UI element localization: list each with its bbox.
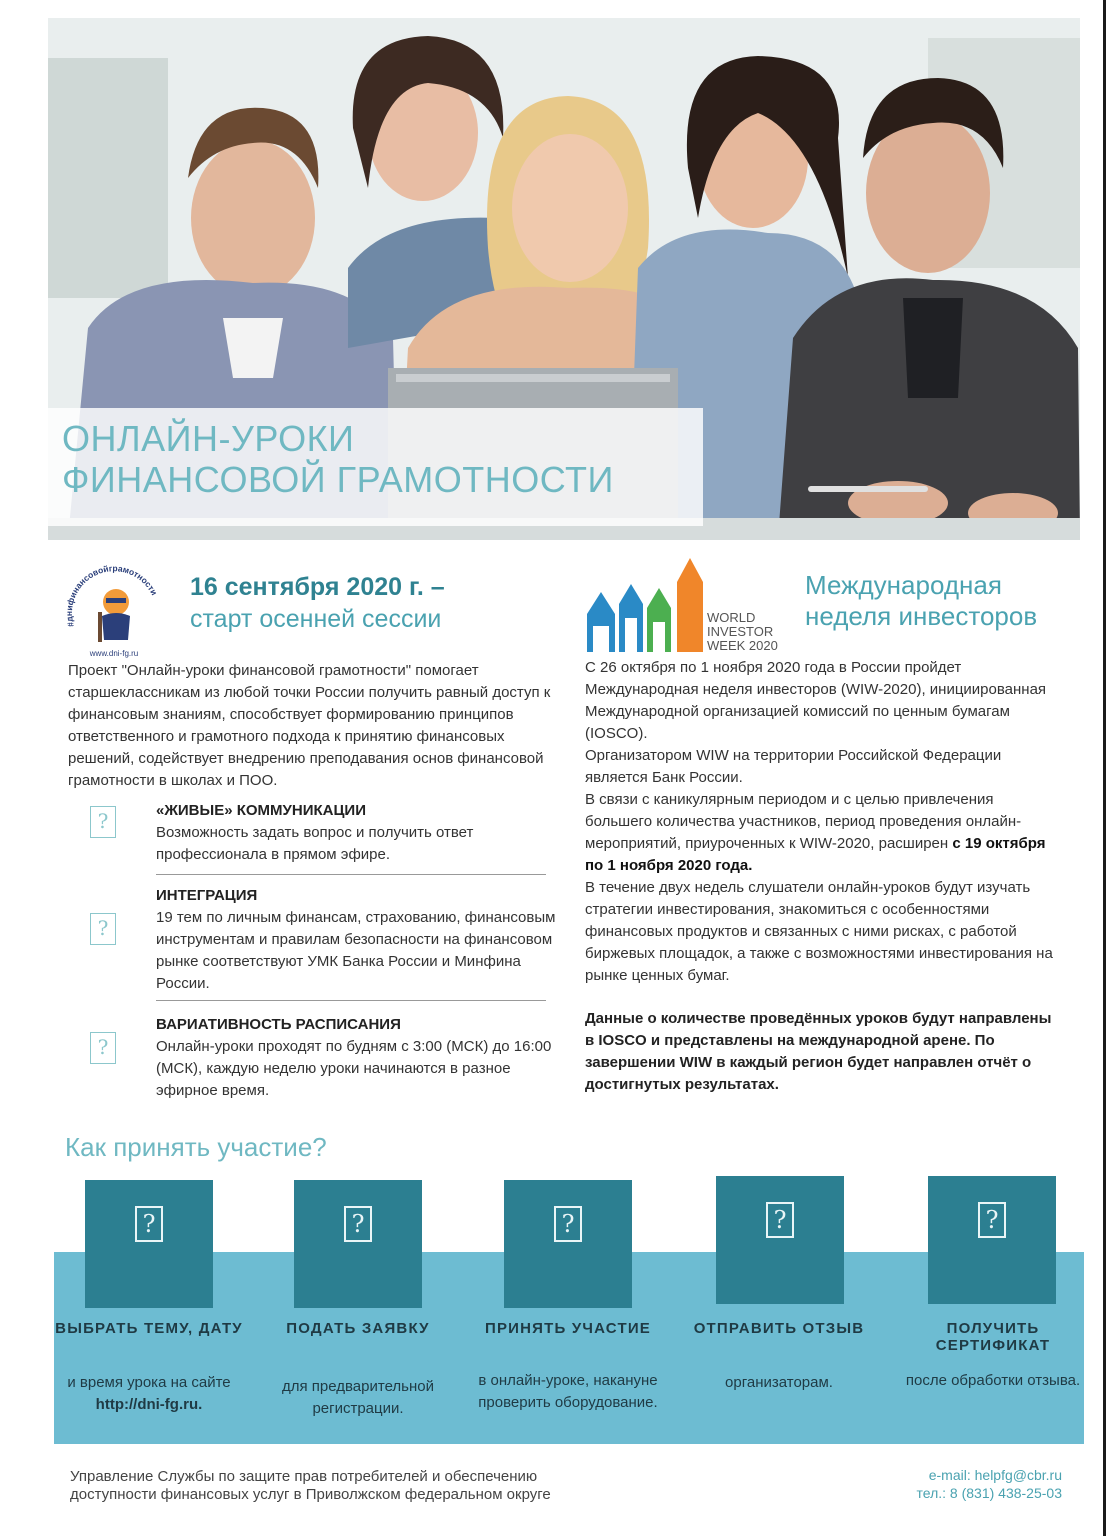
question-icon: ? [978,1202,1006,1238]
step-choose-topic-desc [49,1372,249,1416]
project-intro: Проект "Онлайн-уроки финансовой грамотности" помогает старшеклассникам из любой точки России получить равный доступ к финансовым знаниям, способствует формированию принципов ответственного и грамотного подхода к принятию финансовых решений, содействует внедрению преподавания основ финансовой грамотности в школах и ПОО. [68,662,551,789]
logo-url: www.dni-fg.ru [89,649,139,658]
step-certificate-desc: после обработки отзыва. [905,1372,1081,1389]
step-feedback-label: ОТПРАВИТЬ ОТЗЫВ [693,1320,865,1337]
paragraph-extension [585,789,1060,877]
step-certificate-box [928,1176,1056,1304]
investor-week-heading-line2: неделя инвесторов [805,601,1038,631]
session-date: 16 сентября 2020 г. – [190,573,445,601]
wiw-logo-line3: WEEK 2020 [707,638,778,653]
divider [156,1000,546,1001]
hero-title [62,418,702,500]
session-subtitle: старт осенней сессии [190,605,442,633]
footer-email[interactable]: e-mail: helpfg@cbr.ru [928,1467,1062,1483]
feature-text: Возможность задать вопрос и получить ответ профессионала в прямом эфире. [156,824,474,863]
feature-title: «ЖИВЫЕ» КОММУНИКАЦИИ [156,802,366,819]
step-feedback-desc: организаторам. [725,1374,833,1391]
step-feedback-box [716,1176,844,1304]
site-link[interactable]: http://dni-fg.ru. [95,1396,203,1413]
question-icon: ? [344,1206,372,1242]
step-apply-label: ПОДАТЬ ЗАЯВКУ [286,1320,430,1337]
feature-title: ВАРИАТИВНОСТЬ РАСПИСАНИЯ [156,1016,401,1033]
footer-contacts [850,1466,1062,1502]
step-certificate-label: ПОЛУЧИТЬ СЕРТИФИКАТ [935,1320,1051,1354]
step-participate-box [504,1180,632,1308]
question-icon: ? [766,1202,794,1238]
footer-org-line1: Управление Службы по защите прав потребителей и обеспечению [70,1468,538,1485]
footer-phone[interactable]: тел.: 8 (831) 438-25-03 [916,1485,1062,1501]
paragraph-content: В течение двух недель слушатели онлайн-уроков будут изучать стратегии инвестирования, знакомиться с особенностями финансовых продуктов и связанных с ними рисках, с работой биржевых площадок, а также с возможностями инвестирования на рынке ценных бумаг. [585,879,1053,984]
session-date-heading [190,571,570,635]
step-participate-desc: в онлайн-уроке, накануне проверить оборудование. [478,1372,658,1411]
paragraph-organizer: Организатором WIW на территории Российской Федерации является Банк России. [585,747,1002,786]
wiw-logo-line1: WORLD [707,610,756,625]
feature-title: ИНТЕГРАЦИЯ [156,887,258,904]
how-to-participate-heading: Как принять участие? [65,1132,327,1162]
footer-organization [70,1468,630,1504]
investor-week-description [585,657,1060,987]
step-participate-label: ПРИНЯТЬ УЧАСТИЕ [484,1320,652,1337]
question-icon: ? [90,913,116,945]
investor-week-heading-line1: Международная [805,570,1002,600]
question-icon: ? [554,1206,582,1242]
divider [156,874,546,875]
hero-banner [48,18,1080,540]
scan-edge [1103,0,1106,1536]
world-investor-week-logo [585,556,800,658]
extension-text: В связи с каникулярным периодом и с целью привлечения большего количества участников, период проведения онлайн-мероприятий, приуроченных к WIW-2020, расширен [585,791,1022,852]
step-apply-desc: для предварительной регистрации. [281,1378,434,1417]
extension-dates: с 19 октября по 1 ноября 2020 года. [585,835,1046,874]
hero-title-line2: ФИНАНСОВОЙ ГРАМОТНОСТИ [62,459,614,500]
feature-text: Онлайн-уроки проходят по будням с 3:00 (МСК) до 16:00 (МСК), каждую неделю уроки начинаются в разное эфирное время. [156,1038,552,1099]
paragraph-dates: С 26 октября по 1 ноября 2020 года в России пройдет Международная неделя инвесторов (WIW-2020), инициированная Международной организацией комиссий по ценным бумагам (IOSCO). [585,659,1047,742]
footer-org-line2: доступности финансовых услуг в Приволжском федеральном округе [70,1486,551,1503]
investor-week-heading [805,570,1085,632]
step-desc-text: и время урока на сайте [67,1374,231,1391]
dni-fg-logo [60,556,168,664]
question-icon: ? [90,806,116,838]
step-apply-box [294,1180,422,1308]
iosco-report-note: Данные о количестве проведённых уроков будут направлены в IOSCO и представлены на международной арене. По завершении WIW в каждый регион будет направлен отчёт о достигнутых результатах. [585,1010,1052,1093]
question-icon: ? [135,1206,163,1242]
step-choose-topic-label: ВЫБРАТЬ ТЕМУ, ДАТУ [55,1320,243,1337]
question-icon: ? [90,1032,116,1064]
step-choose-topic-box [85,1180,213,1308]
hero-title-line1: ОНЛАЙН-УРОКИ [62,418,355,459]
feature-text: 19 тем по личным финансам, страхованию, финансовым инструментам и правилам безопасности на финансовом рынке соответствуют УМК Банка России и Минфина России. [156,909,556,992]
wiw-logo-line2: INVESTOR [707,624,774,639]
logo-arc-text: #днифинансовойграмотности [63,563,160,629]
